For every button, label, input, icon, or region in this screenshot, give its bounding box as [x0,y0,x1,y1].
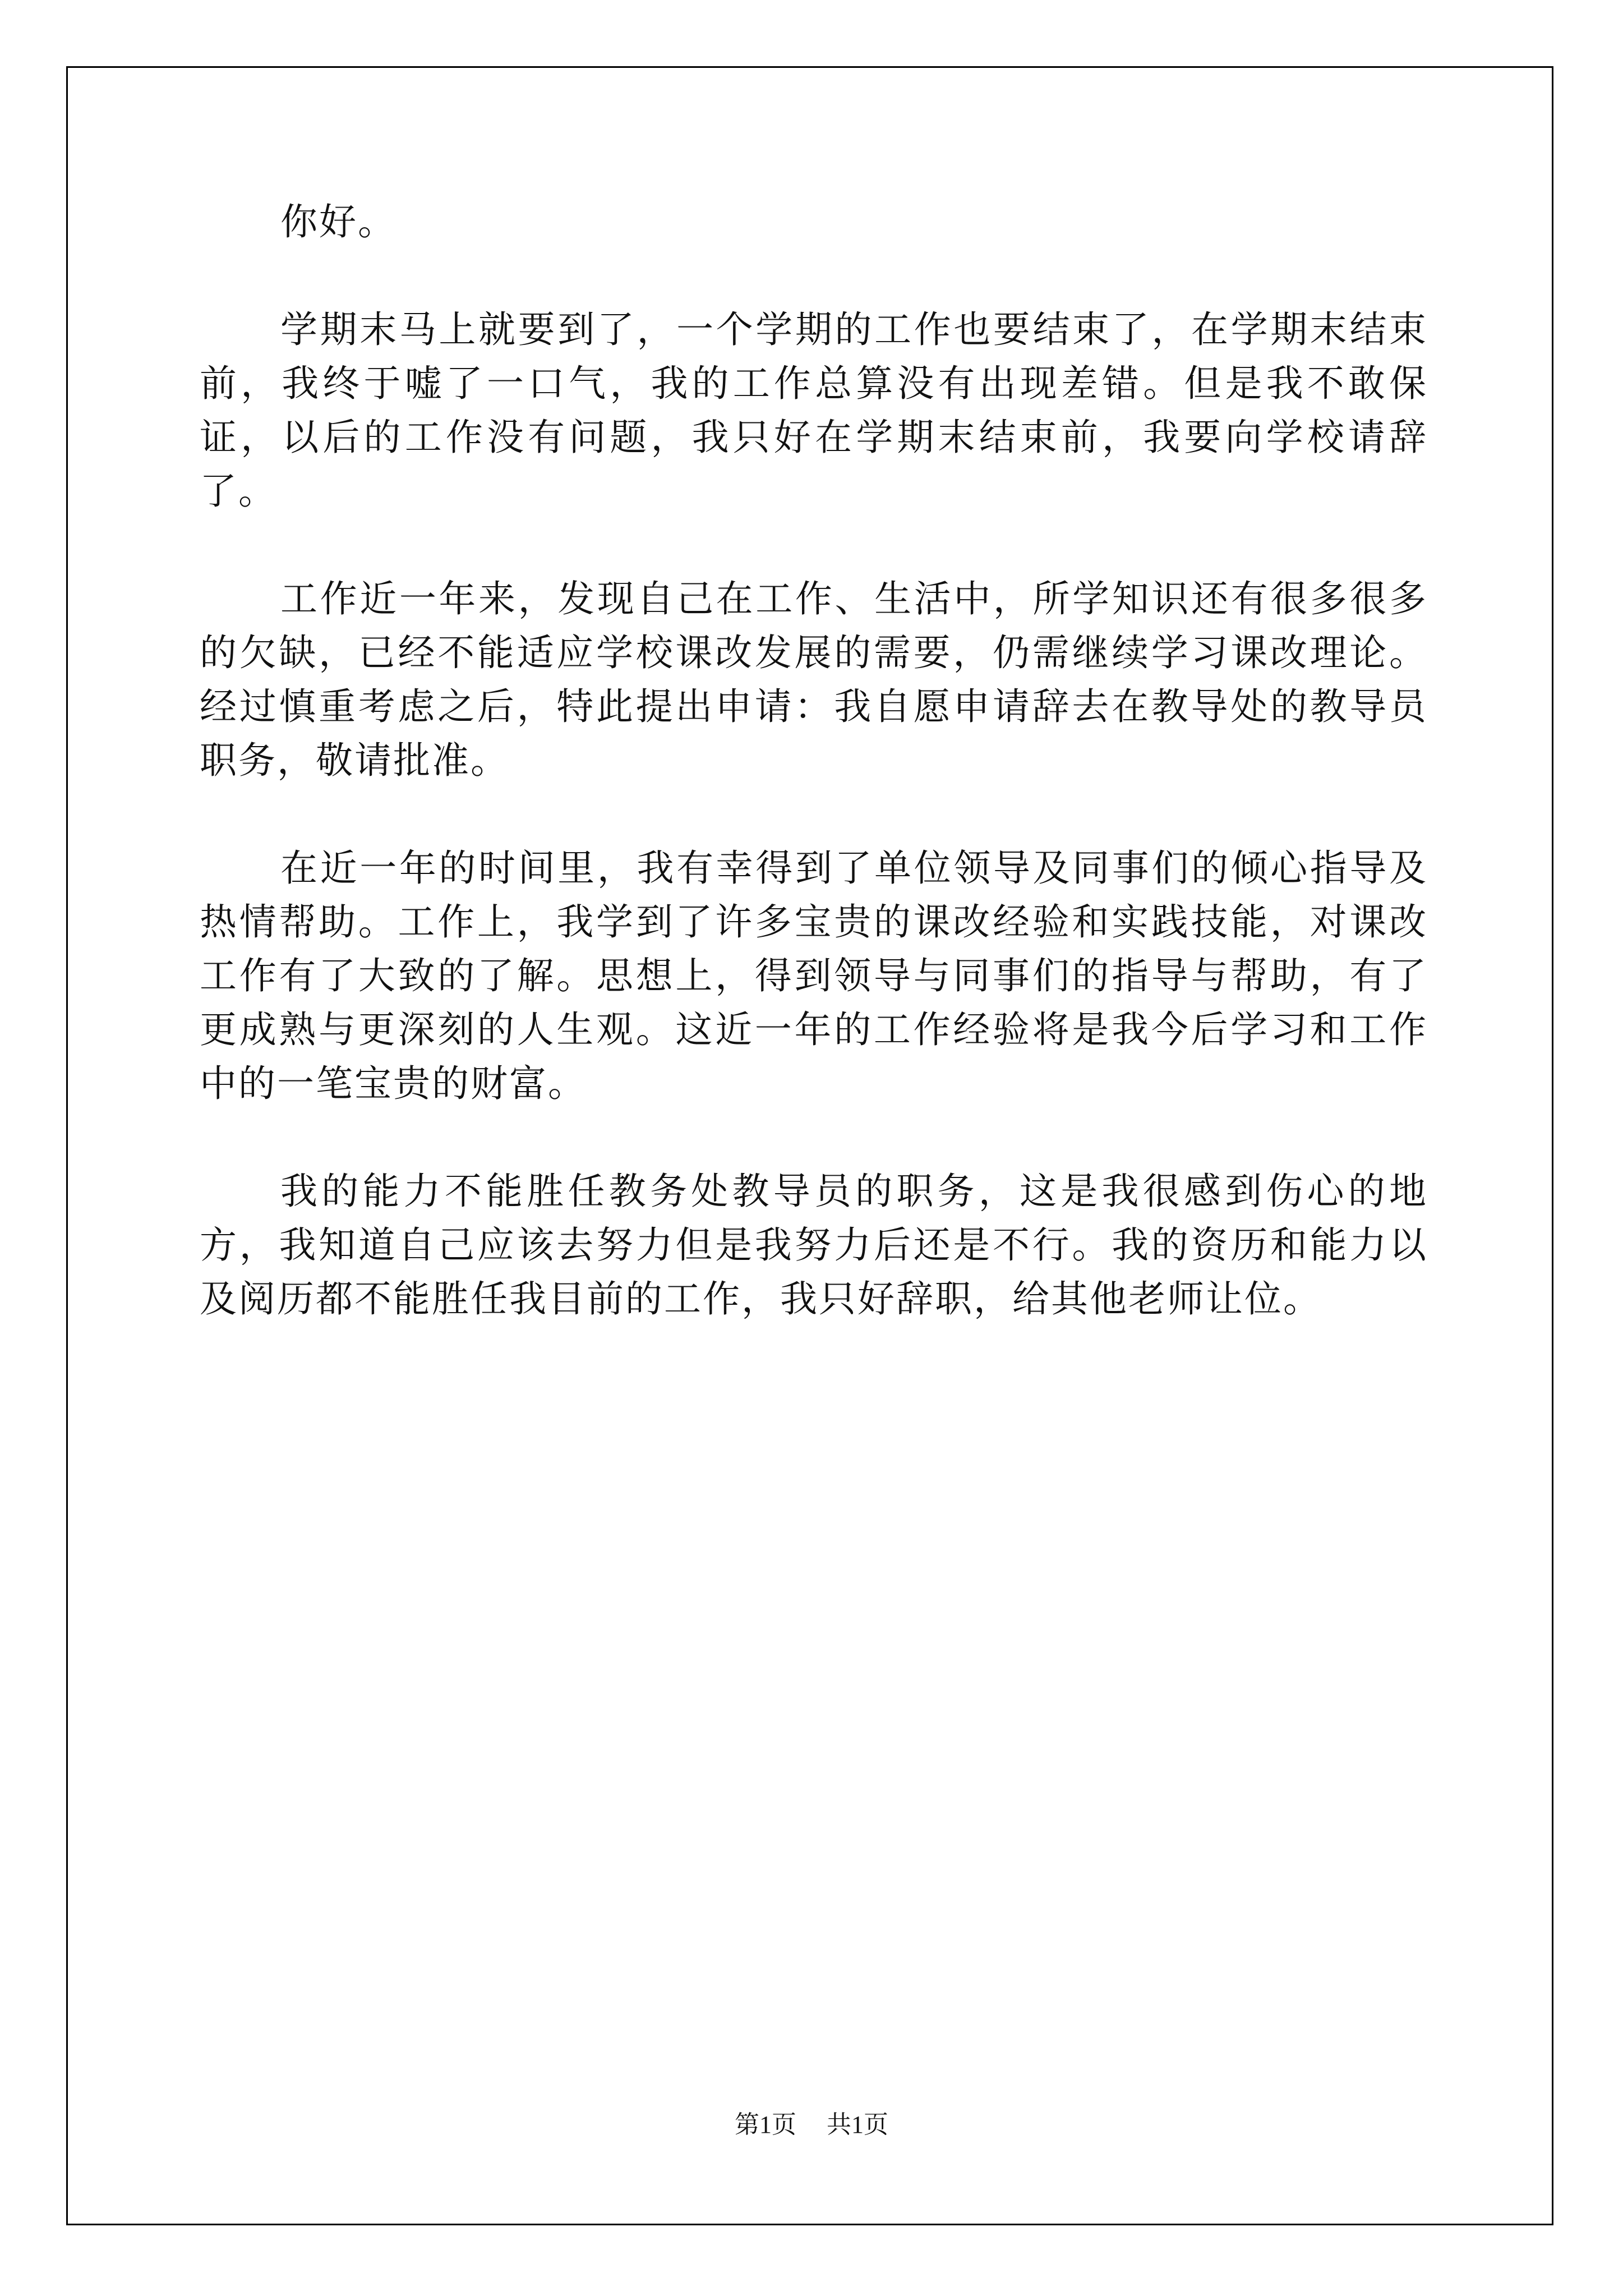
document-body [200,195,1428,1380]
paragraph-greeting: 你好。 [280,200,396,243]
page-total: 共1页 [827,2111,888,2138]
page-footer [0,2108,1623,2142]
paragraph-2: 工作近一年来，发现自己在工作、生活中，所学知识还有很多很多的欠缺，已经不能适应学校课改发展的需要，仍需继续学习课改理论。经过慎重考虑之后，特此提出申请：我自愿申请辞去在教导处的教导员职务，敬请批准。 [200,577,1428,782]
paragraph-1: 学期末马上就要到了，一个学期的工作也要结束了，在学期末结束前，我终于嘘了一口气，我的工作总算没有出现差错。但是我不敢保证，以后的工作没有问题，我只好在学期末结束前，我要向学校请辞了。 [200,308,1428,513]
paragraph-4: 我的能力不能胜任教务处教导员的职务，这是我很感到伤心的地方，我知道自己应该去努力但是我努力后还是不行。我的资历和能力以及阅历都不能胜任我目前的工作，我只好辞职，给其他老师让位。 [200,1170,1428,1320]
paragraph-3: 在近一年的时间里，我有幸得到了单位领导及同事们的倾心指导及热情帮助。工作上，我学到了许多宝贵的课改经验和实践技能，对课改工作有了大致的了解。思想上，得到领导与同事们的指导与帮助，有了更成熟与更深刻的人生观。这近一年的工作经验将是我今后学习和工作中的一笔宝贵的财富。 [200,846,1428,1105]
page-number: 第1页 [735,2111,796,2138]
